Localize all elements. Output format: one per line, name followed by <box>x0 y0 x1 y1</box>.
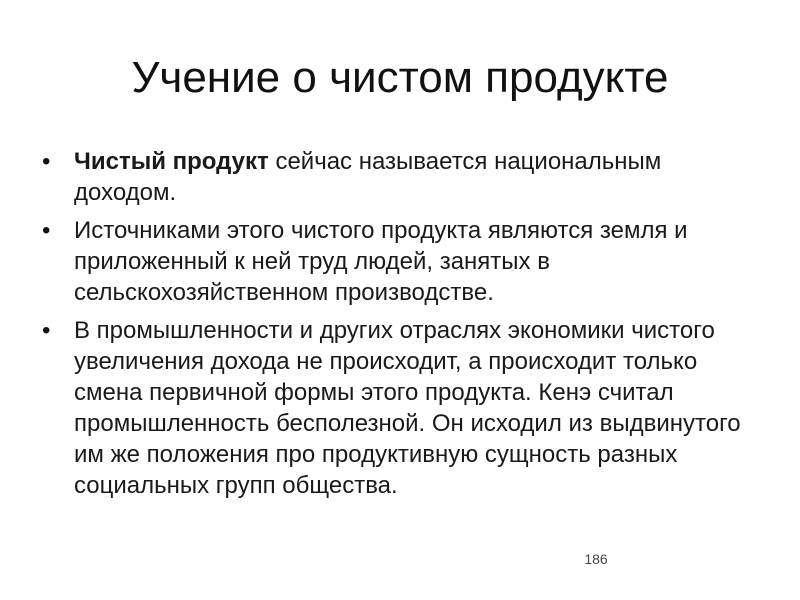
page-number: 186 <box>584 551 608 567</box>
bullet-text: Источниками этого чистого продукта являются земля и приложенный к ней труд людей, занятых в сельскохозяйственном производстве. <box>74 217 688 306</box>
bullet-item-2 <box>40 215 760 308</box>
bullet-marker: • <box>42 217 51 244</box>
bullet-marker: • <box>42 148 51 175</box>
bullet-bold-term: Чистый продукт <box>74 148 269 175</box>
bullet-marker: • <box>42 317 51 344</box>
bullet-text: сейчас называется национальным доходом. <box>74 148 662 206</box>
bullet-text: В промышленности и других отраслях экономики чистого увеличения дохода не происходит, а происходит только смена первичной формы этого продукта. Кенэ считал промышленность бесполезной. Он исходил из выдвинутого им же положения про продуктивную сущность разных социальных групп общества. <box>74 317 741 499</box>
slide-title: Учение о чистом продукте <box>131 53 669 102</box>
bullet-item-3 <box>40 315 760 501</box>
bullet-list <box>40 146 760 508</box>
bullet-item-1 <box>40 146 760 208</box>
